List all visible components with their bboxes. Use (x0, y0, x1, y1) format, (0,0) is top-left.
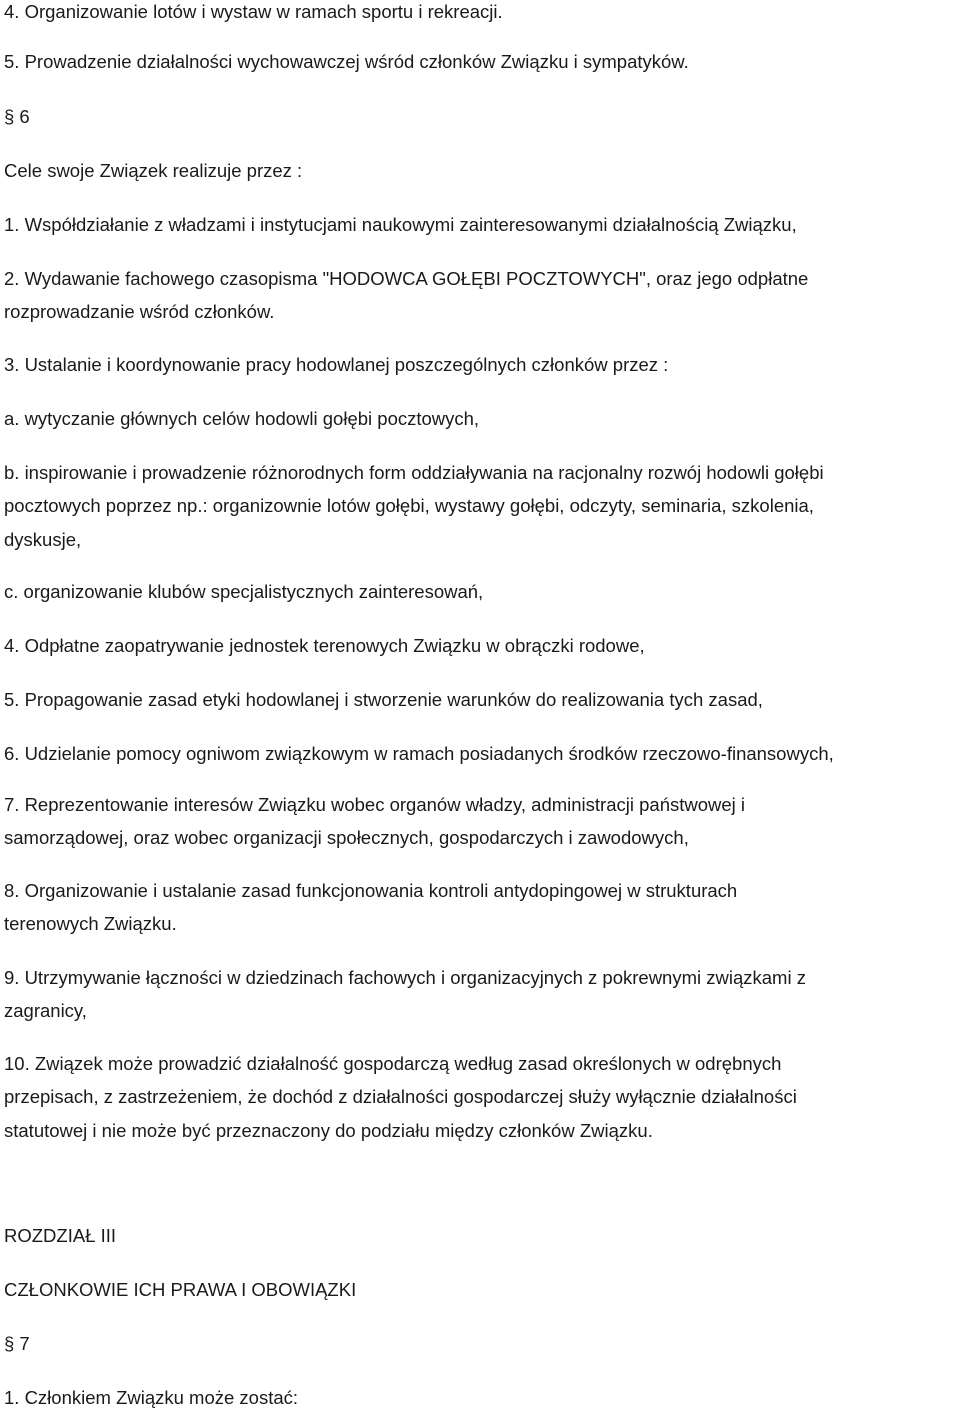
section-number: § 6 (4, 106, 30, 127)
list-item (4, 788, 956, 855)
list-item (4, 1047, 956, 1147)
paragraph: Cele swoje Związek realizuje przez : (4, 160, 303, 181)
list-item: 1. Członkiem Związku może zostać: (4, 1387, 299, 1408)
section-number: § 7 (4, 1333, 30, 1354)
list-item: 6. Udzielanie pomocy ogniwom związkowym w ramach posiadanych środków rzeczowo-finansowych, (4, 743, 834, 764)
chapter-heading: ROZDZIAŁ III (4, 1225, 117, 1246)
list-item (4, 961, 956, 1028)
list-item-line: terenowych Związku. (4, 913, 177, 935)
list-item-line: b. inspirowanie i prowadzenie różnorodnych form oddziaływania na racjonalny rozwój hodowli gołębi (4, 462, 824, 483)
list-item-line: dyskusje, (4, 528, 82, 550)
list-item: 4. Odpłatne zaopatrywanie jednostek terenowych Związku w obrączki rodowe, (4, 635, 645, 656)
list-item-line: 10. Związek może prowadzić działalność gospodarczą według zasad określonych w odrębnych (4, 1053, 782, 1074)
list-item-line: zagranicy, (4, 1000, 87, 1022)
list-item-line: 8. Organizowanie i ustalanie zasad funkcjonowania kontroli antydopingowej w strukturach (4, 880, 738, 901)
list-item-line: 9. Utrzymywanie łączności w dziedzinach fachowych i organizacyjnych z pokrewnymi związkami z (4, 967, 806, 988)
list-item: c. organizowanie klubów specjalistycznych zainteresowań, (4, 581, 484, 602)
list-item (4, 456, 956, 556)
list-item-line: 7. Reprezentowanie interesów Związku wobec organów władzy, administracji państwowej i (4, 794, 746, 815)
list-item-line: rozprowadzanie wśród członków. (4, 301, 275, 323)
list-item: 5. Propagowanie zasad etyki hodowlanej i stworzenie warunków do realizowania tych zasad, (4, 689, 763, 710)
list-item-line: pocztowych poprzez np.: organizownie lotów gołębi, wystawy gołębi, odczyty, seminaria, szkolenia, (4, 495, 814, 517)
list-item-line: samorządowej, oraz wobec organizacji społecznych, gospodarczych i zawodowych, (4, 827, 689, 849)
list-item: 1. Współdziałanie z władzami i instytucjami naukowymi zainteresowanymi działalnością Związku, (4, 214, 797, 235)
list-item-line: statutowej i nie może być przeznaczony do podziału między członków Związku. (4, 1119, 653, 1141)
list-item (4, 262, 956, 329)
list-item: a. wytyczanie głównych celów hodowli gołębi pocztowych, (4, 408, 480, 429)
chapter-title: CZŁONKOWIE ICH PRAWA I OBOWIĄZKI (4, 1279, 357, 1300)
list-item-line: przepisach, z zastrzeżeniem, że dochód z działalności gospodarczej służy wyłącznie działalności (4, 1086, 797, 1108)
list-item: 3. Ustalanie i koordynowanie pracy hodowlanej poszczególnych członków przez : (4, 354, 669, 375)
list-item: 5. Prowadzenie działalności wychowawczej wśród członków Związku i sympatyków. (4, 51, 689, 72)
list-item-line: 2. Wydawanie fachowego czasopisma "HODOWCA GOŁĘBI POCZTOWYCH", oraz jego odpłatne (4, 268, 809, 289)
list-item (4, 874, 956, 941)
list-item: 4. Organizowanie lotów i wystaw w ramach sportu i rekreacji. (4, 1, 503, 22)
